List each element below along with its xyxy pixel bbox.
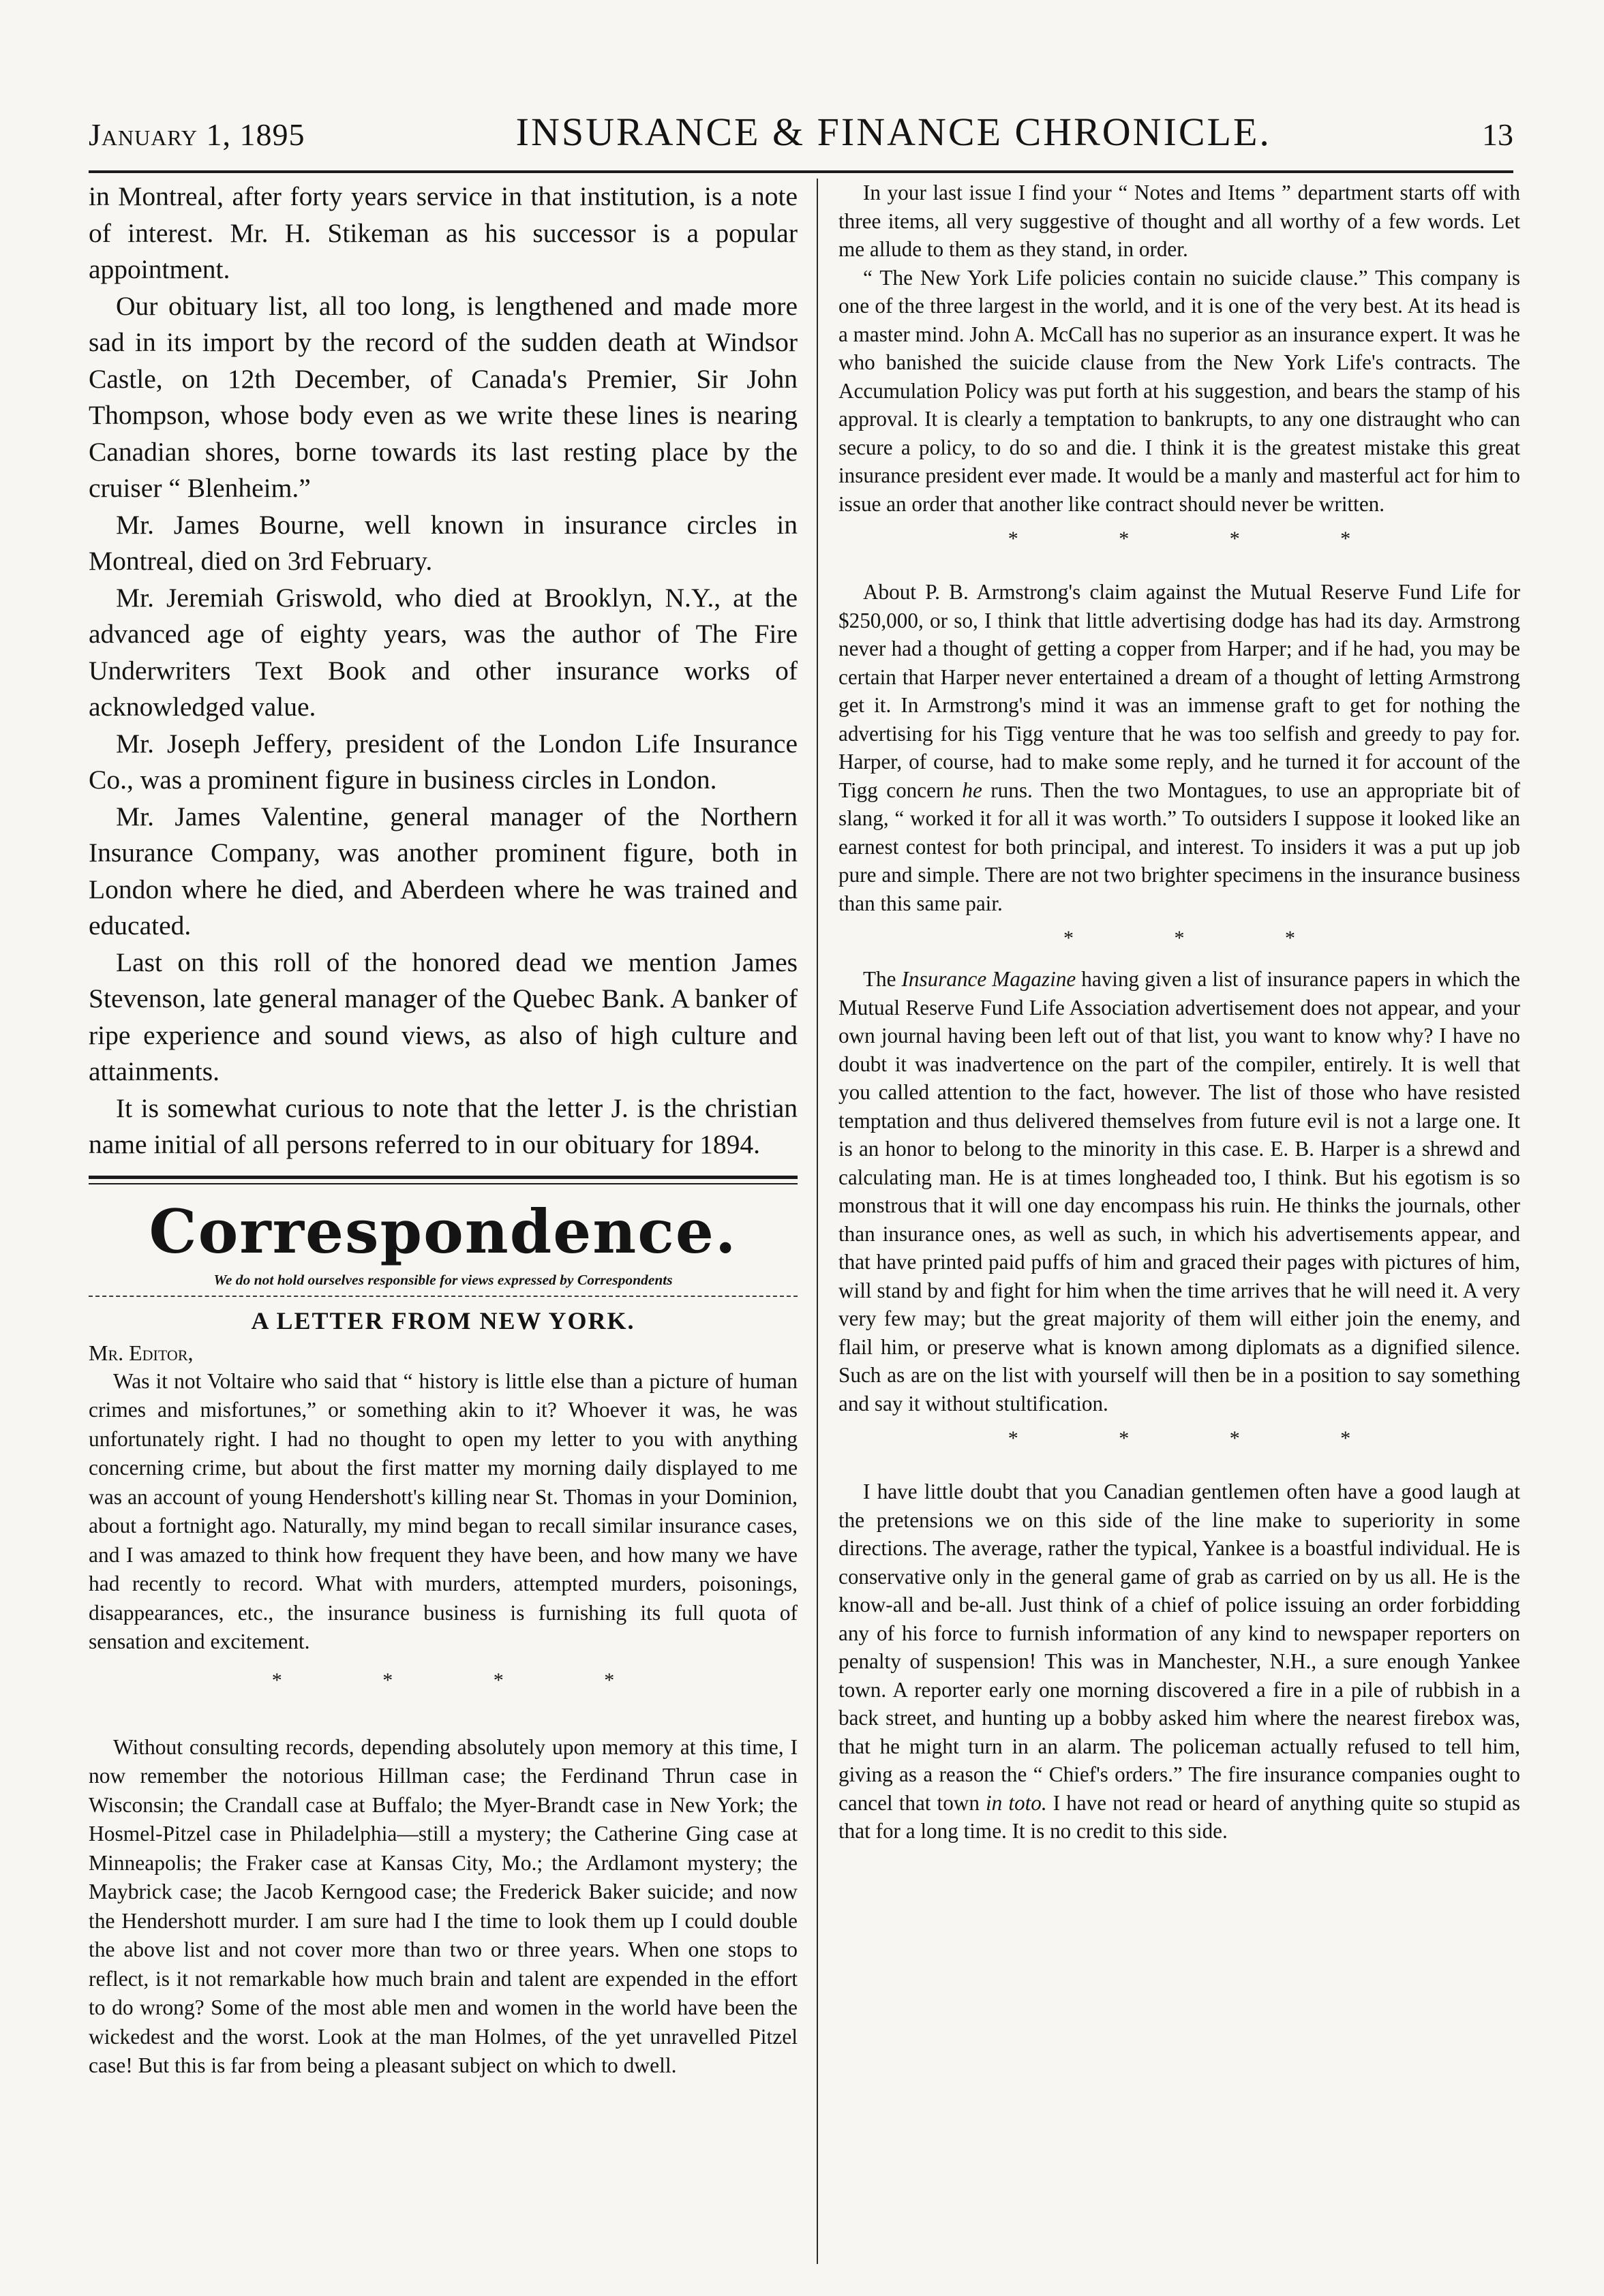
obituary-paragraph: Our obituary list, all too long, is lengthened and made more sad in its import by the record of the sudden death at Windsor Castle, on 12th December, of Canada's Premier, Sir John Thompson, whose body even as we write these lines is nearing Canadian shores, borne towards its last resting place by the cruiser “ Blenheim.”	[89, 290, 798, 503]
obituary-paragraph: Last on this roll of the honored dead we mention James Stevenson, late general manager of the Quebec Bank. A banker of ripe experience and sound views, as also of high culture and attainments.	[89, 947, 798, 1086]
italic-publication-name: Insurance Magazine	[901, 967, 1076, 991]
page-number: 13	[1481, 117, 1513, 152]
letter-paragraph: Without consulting records, depending absolutely upon memory at this time, I now remember the notorious Hillman case; the Ferdinand Thrun case in Wisconsin; the Crandall case at Buffalo; the Myer-Brandt case in New York; the Hosmel-Pitzel case in Philadelphia—still a mystery; the Catherine Ging case at Minneapolis; the Fraker case at Kansas City, Mo.; the Ardlamont mystery; the Maybrick case; the Jacob Kerngood case; the Frederick Baker suicide; and now the Hendershott murder. I am sure had I the time to look them up I could double the above list and not cover more than two or three years. When one stops to reflect, is it not remarkable how much brain and talent are expended in the effort to do wrong? Some of the most able men and women in the world have been the wickedest and the worst. Look at the man Holmes, of the yet unravelled Pitzel case! But this is far from being a pleasant subject on which to dwell.	[89, 1734, 798, 2077]
publication-title: INSURANCE & FINANCE CHRONICLE.	[515, 110, 1271, 154]
page-header	[89, 109, 1513, 164]
letter-paragraph	[838, 965, 1520, 1418]
letter-paragraph: “ The New York Life policies contain no suicide clause.” This company is one of the three largest in the world, and it is one of the very best. At its head is a master mind. John A. McCall has no superior as an insurance expert. It was he who banished the suicide clause from the New York Life's contracts. The Accumulation Policy was put forth at his suggestion, and bears the stamp of his approval. It is clearly a temptation to bankrupts, to any one distraught who can secure a policy, to do so and die. I think it is the greatest mistake this great insurance president ever made. It would be a manly and masterful act for him to issue an order that another like contract should never be written.	[838, 265, 1520, 516]
text-run: The	[863, 967, 896, 991]
obituary-paragraph: in Montreal, after forty years service in that institution, is a note of interest. Mr. H. Stikeman as his successor is a popular appointment.	[89, 181, 798, 284]
text-run: runs. Then the two Montagues, to use an appropriate bit of slang, “ worked it for all it was worth.” To outsiders I suppose it looked like an earnest contest for both principal, and interest. To insiders it was a put up job pure and simple. There are not two brighter specimens in the insurance business than this same pair.	[838, 778, 1520, 915]
obituary-paragraph: It is somewhat curious to note that the letter J. is the christian name initial of all persons referred to in our obituary for 1894.	[89, 1092, 798, 1159]
obituary-paragraph: Mr. James Bourne, well known in insurance circles in Montreal, died on 3rd February.	[89, 509, 798, 576]
section-stars: * * *	[1063, 927, 1343, 949]
correspondents-disclaimer: We do not hold ourselves responsible for views expressed by Correspondents	[213, 1271, 673, 1288]
letter-paragraph: In your last issue I find your “ Notes and Items ” department starts off with three items, all very suggestive of thought and all worthy of a few words. Let me allude to them as they stand, in order.	[838, 181, 1520, 261]
letter-title: A LETTER FROM NEW YORK.	[251, 1306, 635, 1334]
section-rule	[89, 1183, 798, 1184]
section-stars: * * * *	[1008, 527, 1399, 550]
text-run: I have not read or heard of anything quite so stupid as that for a long time. It is no credit to this side.	[838, 1790, 1521, 1843]
letter-paragraph	[838, 1478, 1520, 1846]
column-divider	[817, 179, 818, 2264]
text-run: About P. B. Armstrong's claim against the Mutual Reserve Fund Life for $250,000, or so, I think that little advertising dodge has had its day. Armstrong never had a thought of getting a copper from Harper; and if he had, you may be certain that Harper never entertained a dream of a thought of letting Armstrong get it. In Armstrong's mind it was an immense graft to get for nothing the advertising for his Tigg venture that he was too selfish and greedy to pay for. Harper, of course, had to make some reply, and he turned it for account of the Tigg concern	[838, 580, 1520, 802]
header-rule	[89, 170, 1513, 173]
italic-word: he	[962, 778, 982, 802]
text-run: I have little doubt that you Canadian gentlemen often have a good laugh at the pretensions we on this side of the line make to superiority in some directions. The average, rather the typical, Yankee is a boastful individual. He is conservative only in the general game of grab as carried on by us all. He is the know-all and be-all. Just think of a chief of police issuing an order forbidding any of his force to furnish information of any kind to newspaper reporters on penalty of suspension! This was in Manchester, N.H., a sure enough Yankee town. A reporter early one morning discovered a fire in a pile of rubbish in a back street, and hunting up a bobby asked him where the nearest firebox was, that he might turn in an alarm. The policeman actually refused to tell him, giving as a reason the “ Chief's orders.” The fire insurance companies ought to cancel that town	[838, 1480, 1520, 1815]
section-stars: * * * *	[1008, 1427, 1399, 1450]
salutation: Mr. Editor,	[89, 1340, 194, 1365]
right-column	[838, 179, 1520, 1846]
obituary-paragraph: Mr. Jeremiah Griswold, who died at Brooklyn, N.Y., at the advanced age of eighty years, was the author of The Fire Underwriters Text Book and other insurance works of acknowledged value.	[89, 582, 798, 722]
left-column	[89, 179, 798, 2081]
correspondence-heading: Correspondence.	[149, 1195, 738, 1267]
header-date: January 1, 1895	[89, 117, 305, 152]
dashed-rule	[89, 1296, 798, 1297]
letter-paragraph	[838, 578, 1520, 917]
section-rule	[89, 1176, 798, 1179]
obituary-paragraph: Mr. James Valentine, general manager of the Northern Insurance Company, was another prominent figure, both in London where he died, and Aberdeen where he was trained and educated.	[89, 801, 798, 940]
text-run: having given a list of insurance papers in which the Mutual Reserve Fund Life Association advertisement does not appear, and your own journal having been left out of that list, you want to know why? I have no doubt it was inadvertence on the part of the compiler, entirely. It is well that you called attention to the fact, however. The list of those who have resisted temptation and thus delivered themselves from future evil is not a large one. It is an honor to belong to the minority in this case. E. B. Harper is a shrewd and calculating man. He is at times longheaded too, I think. But his egotism is so monstrous that it will one day encompass his ruin. He thinks the journals, other than insurance ones, as well as such, in which his advertisements appear, and that have printed paid puffs of him and graced their pages with pictures of him, will stand by and fight for him when the time arrives that he will need it. A very very few may; but the great majority of them will either join the enemy, and flail him, or preserve what is known among diplomats as a dignified silence. Such as are on the list with yourself will then be in a position to say something and say it without stultification.	[838, 967, 1520, 1415]
obituary-paragraph: Mr. Joseph Jeffery, president of the London Life Insurance Co., was a prominent figure in business circles in London.	[89, 728, 798, 795]
italic-phrase: in toto.	[986, 1790, 1047, 1815]
section-stars: * * * *	[271, 1668, 663, 1692]
letter-paragraph: Was it not Voltaire who said that “ history is little else than a picture of human crimes and misfortunes,” or something akin to it? Whoever it was, he was unfortunately right. I had no thought to open my letter to you with anything concerning crime, but about the first matter my morning daily displayed to me was an account of young Hendershott's killing near St. Thomas in your Dominion, about a fortnight ago. Naturally, my mind began to recall similar insurance cases, and I was amazed to think how frequent they have been, and how many we have had recently to record. What with murders, attempted murders, poisonings, disappearances, etc., the insurance business is furnishing its full quota of sensation and excitement.	[89, 1368, 798, 1653]
